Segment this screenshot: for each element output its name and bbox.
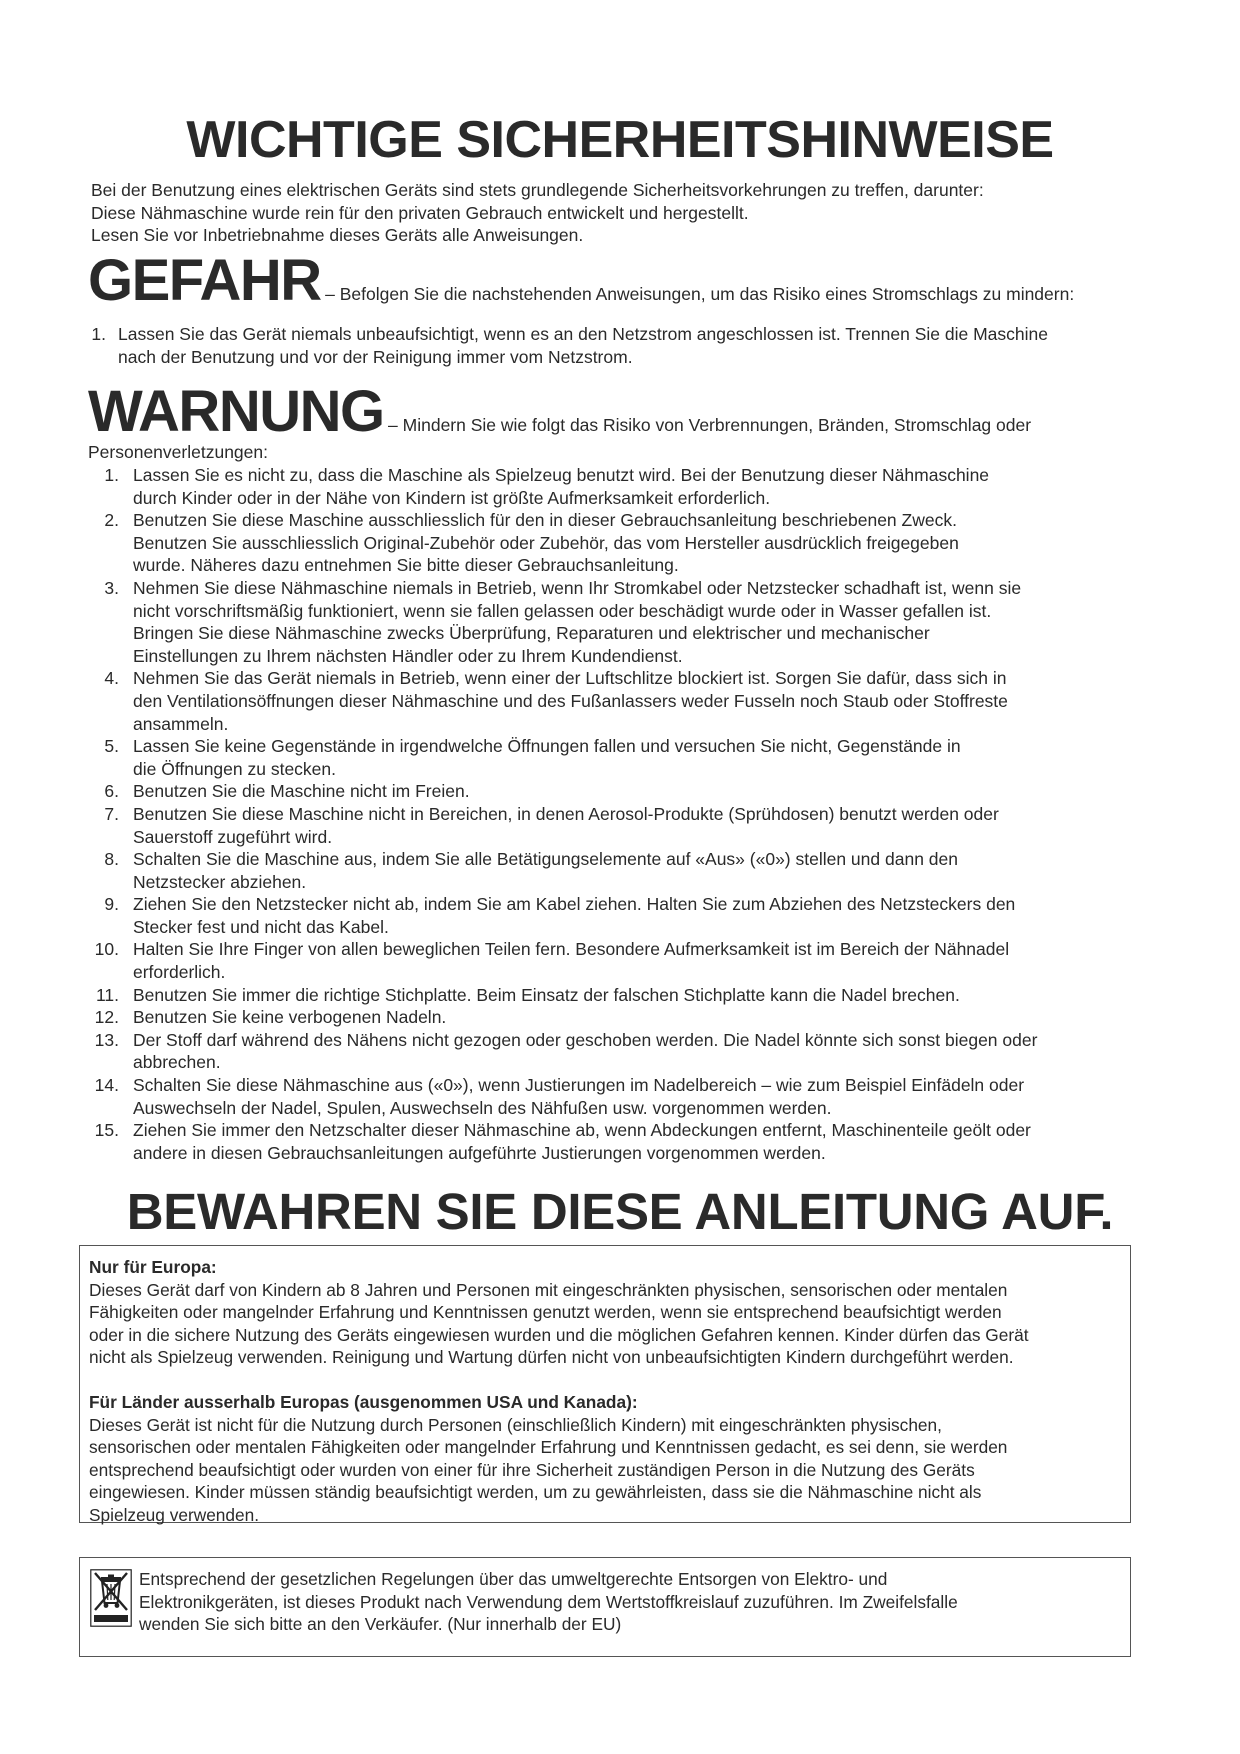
warnung-item-3 (104, 577, 1123, 667)
warnung-title: WARNUNG (88, 379, 384, 444)
item-line: abbrechen. (133, 1052, 221, 1073)
item-line: Benutzen Sie immer die richtige Stichplatte. Beim Einsatz der falschen Stichplatte kann die Nadel brechen. (133, 984, 960, 1005)
warnung-item-9 (104, 893, 1123, 938)
gefahr-title: GEFAHR (88, 248, 321, 313)
item-line: nicht vorschriftsmäßig funktioniert, wenn sie fallen gelassen oder beschädigt wurde oder in Wasser gefallen ist. (133, 600, 992, 621)
gefahr-item-1 (91, 323, 1118, 368)
item-line: die Öffnungen zu stecken. (133, 758, 337, 779)
item-number: 13. (94, 1029, 119, 1050)
item-line: Der Stoff darf während des Nähens nicht gezogen oder geschoben werden. Die Nadel könnte sich sonst biegen oder (133, 1029, 1038, 1050)
warnung-item-11 (95, 984, 1123, 1007)
text-line: Dieses Gerät darf von Kindern ab 8 Jahren und Personen mit eingeschränkten physischen, sensorischen oder mentalen (89, 1279, 1008, 1300)
item-line: ansammeln. (133, 713, 229, 734)
text-line: sensorischen oder mentalen Fähigkeiten oder mangelnder Erfahrung und Kenntnissen gedacht, es sei denn, sie werden (89, 1437, 1008, 1458)
item-line: Auswechseln der Nadel, Spulen, Auswechseln des Nähfußen usw. vorgenommen werden. (133, 1097, 832, 1118)
text-line: nicht als Spielzeug verwenden. Reinigung und Wartung dürfen nicht von unbeaufsichtigten Kindern durchgeführt werden. (89, 1347, 1014, 1368)
item-line: Nehmen Sie diese Nähmaschine niemals in Betrieb, wenn Ihr Stromkabel oder Netzstecker schadhaft ist, wenn sie (133, 577, 1022, 598)
item-number: 10. (94, 939, 119, 960)
item-number: 4. (104, 668, 119, 689)
item-line: Schalten Sie die Maschine aus, indem Sie alle Betätigungselemente auf «Aus» («0») stellen und dann den (133, 849, 958, 870)
item-line: wurde. Näheres dazu entnehmen Sie bitte dieser Gebrauchsanleitung. (133, 555, 679, 576)
item-line: Benutzen Sie ausschliesslich Original-Zubehör oder Zubehör, das vom Hersteller ausdrücklich freigegeben (133, 532, 959, 553)
item-line: Ziehen Sie den Netzstecker nicht ab, indem Sie am Kabel ziehen. Halten Sie zum Abziehen des Netzsteckers den (133, 894, 1016, 915)
europe-notice-text (89, 1279, 1121, 1369)
warnung-item-15 (94, 1119, 1123, 1164)
crossed-out-wheelie-bin-icon (90, 1569, 132, 1627)
item-number: 2. (104, 510, 119, 531)
item-line: Netzstecker abziehen. (133, 871, 307, 892)
text-line: Fähigkeiten oder mangelnder Erfahrung und Kenntnissen genutzt werden, wenn sie entsprechend beaufsichtigt werden (89, 1302, 1002, 1323)
item-line: Lassen Sie das Gerät niemals unbeaufsichtigt, wenn es an den Netzstrom angeschlossen ist. Trennen Sie die Maschine (118, 324, 1048, 344)
item-line: Einstellungen zu Ihrem nächsten Händler oder zu Ihrem Kundendienst. (133, 645, 683, 666)
item-line: Lassen Sie keine Gegenstände in irgendwelche Öffnungen fallen und versuchen Sie nicht, Gegenstände in (133, 736, 961, 757)
item-line: Benutzen Sie diese Maschine ausschliesslich für den in dieser Gebrauchsanleitung beschriebenen Zweck. (133, 510, 957, 531)
text-line: Dieses Gerät ist nicht für die Nutzung durch Personen (einschließlich Kindern) mit eingeschränkten physischen, (89, 1414, 942, 1435)
item-number: 7. (104, 803, 119, 824)
gefahr-list (91, 323, 1118, 368)
item-number: 6. (104, 781, 119, 802)
item-line: Benutzen Sie diese Maschine nicht in Bereichen, in denen Aerosol-Produkte (Sprühdosen) benutzt werden oder (133, 803, 999, 824)
warnung-item-2 (104, 509, 1123, 577)
item-number: 1. (91, 324, 106, 344)
warnung-item-4 (104, 667, 1123, 735)
weee-disposal-text (139, 1568, 1099, 1636)
warnung-item-7 (104, 803, 1123, 848)
item-number: 9. (104, 894, 119, 915)
item-line: erforderlich. (133, 962, 226, 983)
warnung-item-6 (104, 780, 1123, 803)
warnung-subtitle: – Mindern Sie wie folgt das Risiko von Verbrennungen, Bränden, Stromschlag oder (388, 415, 1032, 435)
item-number: 11. (95, 984, 119, 1005)
intro-line: Diese Nähmaschine wurde rein für den privaten Gebrauch entwickelt und hergestellt. (91, 202, 749, 223)
item-line: Schalten Sie diese Nähmaschine aus («0»), wenn Justierungen im Nadelbereich – wie zum Beispiel Einfädeln oder (133, 1075, 1025, 1096)
text-line: Elektronikgeräten, ist dieses Produkt nach Verwendung dem Wertstoffkreislauf zuzuführen. Im Zweifelsfalle (139, 1591, 958, 1612)
intro-line: Lesen Sie vor Inbetriebnahme dieses Geräts alle Anweisungen. (91, 225, 584, 245)
warnung-heading (88, 379, 1032, 444)
text-line: oder in die sichere Nutzung des Geräts eingewiesen wurden und die möglichen Gefahren kennen. Kinder dürfen das Gerät (89, 1324, 1029, 1345)
item-line: Sauerstoff zugeführt wird. (133, 826, 333, 847)
text-line: eingewiesen. Kinder müssen ständig beaufsichtigt werden, um zu gewährleisten, dass sie die Nähmaschine nicht als (89, 1482, 982, 1503)
warnung-subtitle-continued: Personenverletzungen: (88, 442, 268, 462)
item-line: Nehmen Sie das Gerät niemals in Betrieb, wenn einer der Luftschlitze blockiert ist. Sorgen Sie dafür, dass sich in (133, 668, 1007, 689)
item-line: Ziehen Sie immer den Netzschalter dieser Nähmaschine ab, wenn Abdeckungen entfernt, Maschinenteile geölt oder (133, 1120, 1031, 1141)
item-line: Lassen Sie es nicht zu, dass die Maschine als Spielzeug benutzt wird. Bei der Benutzung dieser Nähmaschine (133, 465, 990, 485)
keep-instructions-title: BEWAHREN SIE DIESE ANLEITUNG AUF. (126, 1183, 1114, 1240)
warnung-item-1 (104, 464, 1123, 509)
item-line: Halten Sie Ihre Finger von allen beweglichen Teilen fern. Besondere Aufmerksamkeit ist im Bereich der Nähnadel (133, 939, 1010, 960)
warnung-item-5 (104, 735, 1123, 780)
warnung-list (94, 464, 1123, 1164)
item-line: Stecker fest und nicht das Kabel. (133, 916, 389, 937)
text-line: Entsprechend der gesetzlichen Regelungen über das umweltgerechte Entsorgen von Elektro- und (139, 1569, 888, 1589)
europe-notice-title: Nur für Europa: (89, 1257, 217, 1277)
intro-line: Bei der Benutzung eines elektrischen Geräts sind stets grundlegende Sicherheitsvorkehrungen zu treffen, darunter: (91, 180, 984, 200)
item-line: Benutzen Sie die Maschine nicht im Freien. (133, 781, 470, 802)
item-line: durch Kinder oder in der Nähe von Kindern ist größte Aufmerksamkeit erforderlich. (133, 487, 771, 508)
europe-notice-box (79, 1245, 1131, 1523)
warnung-item-8 (104, 848, 1123, 893)
warnung-item-10 (94, 938, 1123, 983)
warnung-item-12 (94, 1006, 1123, 1029)
gefahr-subtitle: – Befolgen Sie die nachstehenden Anweisungen, um das Risiko eines Stromschlags zu mindern: (325, 284, 1075, 304)
text-line: Spielzeug verwenden. (89, 1504, 260, 1525)
item-number: 12. (94, 1007, 119, 1028)
item-number: 3. (104, 577, 119, 598)
item-line: Bringen Sie diese Nähmaschine zwecks Überprüfung, Reparaturen und elektrischer und mechanischer (133, 623, 930, 644)
item-line: Benutzen Sie keine verbogenen Nadeln. (133, 1007, 447, 1028)
item-line: nach der Benutzung und vor der Reinigung immer vom Netzstrom. (118, 346, 633, 367)
text-line: wenden Sie sich bitte an den Verkäufer. (Nur innerhalb der EU) (139, 1614, 622, 1635)
gefahr-heading (88, 248, 1075, 313)
item-number: 15. (94, 1120, 119, 1141)
page-title: WICHTIGE SICHERHEITSHINWEISE (186, 111, 1054, 169)
item-line: den Ventilationsöffnungen dieser Nähmaschine und des Fußanlassers weder Fusseln noch Staub oder Stoffreste (133, 690, 1008, 711)
item-line: andere in diesen Gebrauchsanleitungen aufgeführte Justierungen vorgenommen werden. (133, 1142, 826, 1163)
item-number: 8. (104, 849, 119, 870)
intro-text (91, 179, 1151, 247)
warnung-item-13 (94, 1029, 1123, 1074)
item-number: 5. (104, 736, 119, 757)
non-europe-notice-text (89, 1414, 1121, 1527)
text-line: entsprechend beaufsichtigt oder wurden von einer für ihre Sicherheit zuständigen Person in die Nutzung des Geräts (89, 1459, 975, 1480)
warnung-item-14 (94, 1074, 1123, 1119)
item-number: 1. (104, 465, 119, 485)
non-europe-notice-title: Für Länder ausserhalb Europas (ausgenommen USA und Kanada): (89, 1391, 638, 1412)
weee-disposal-box (79, 1557, 1131, 1657)
item-number: 14. (94, 1075, 119, 1096)
